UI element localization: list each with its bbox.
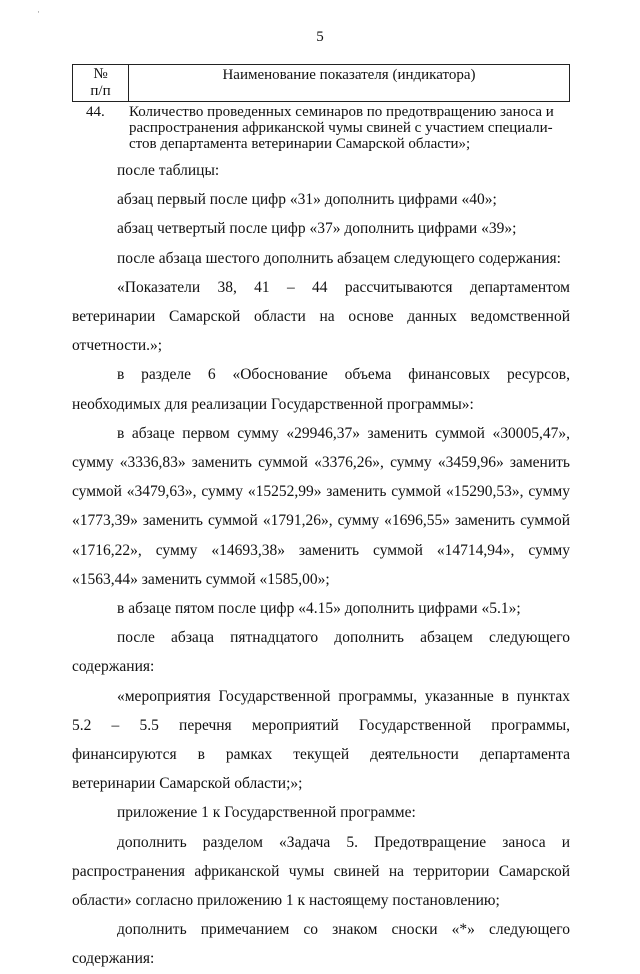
column-header-name: Наименование показателя (индикатора) <box>129 65 570 102</box>
paragraph: «Показатели 38, 41 – 44 рассчитываются департаментом ветеринарии Самарской области на основе данных ведомственной отчетности.»; <box>72 278 570 355</box>
column-header-number-line1: № <box>93 66 108 82</box>
paragraph: абзац первый после цифр «31» дополнить цифрами «40»; <box>117 191 497 209</box>
row-text-line: стов департамента ветеринарии Самарской области»; <box>129 136 471 152</box>
corner-mark: · <box>37 7 40 17</box>
page-number: 5 <box>316 29 324 45</box>
paragraph: дополнить разделом «Задача 5. Предотвращение заноса и распространения африканской чумы свиней на территории Самарской области» согласно приложению 1 к настоящему постановлению; <box>72 833 570 910</box>
paragraph: в абзаце пятом после цифр «4.15» дополнить цифрами «5.1»; <box>117 600 521 618</box>
column-header-number-line2: п/п <box>90 83 111 99</box>
indicator-table-header <box>72 64 570 102</box>
paragraph: в разделе 6 «Обоснование объема финансовых ресурсов, необходимых для реализации Государственной программы»: <box>72 366 570 413</box>
paragraph: в абзаце первом сумму «29946,37» заменить суммой «30005,47», сумму «3336,83» заменить суммой «3376,26», сумму «3459,96» заменить суммой «3479,63», сумму «15252,99» заменить суммой «15290,53», сумму «1773,39» заменить суммой «1791,26», сумму «1696,55» заменить суммой «1716,22», сумму «14693,38» заменить суммой «14714,94», сумму «1563,44» заменить суммой «1585,00»; <box>72 424 570 588</box>
paragraph: дополнить примечанием со знаком сноски «*» следующего содержания: <box>72 921 570 968</box>
paragraph: «мероприятия Государственной программы, указанные в пунктах 5.2 – 5.5 перечня мероприятий Государственной программы, финансируются в рамках текущей деятельности департамента ветеринарии Самарской области;»; <box>72 687 570 793</box>
column-header-number <box>73 65 129 102</box>
table-row <box>72 104 570 152</box>
row-text <box>129 104 570 152</box>
paragraph: после таблицы: <box>117 162 220 179</box>
row-number: 44. <box>86 104 105 120</box>
paragraph: абзац четвертый после цифр «37» дополнить цифрами «39»; <box>117 220 517 238</box>
paragraph: после абзаца шестого дополнить абзацем следующего содержания: <box>117 249 561 267</box>
row-text-line: Количество проведенных семинаров по предотвращению заноса и <box>129 104 554 120</box>
paragraph: после абзаца пятнадцатого дополнить абзацем следующего содержания: <box>72 629 570 676</box>
paragraph: приложение 1 к Государственной программе: <box>117 804 416 822</box>
document-body <box>72 156 570 974</box>
row-text-line: распространения африканской чумы свиней с участием специали- <box>129 120 553 136</box>
